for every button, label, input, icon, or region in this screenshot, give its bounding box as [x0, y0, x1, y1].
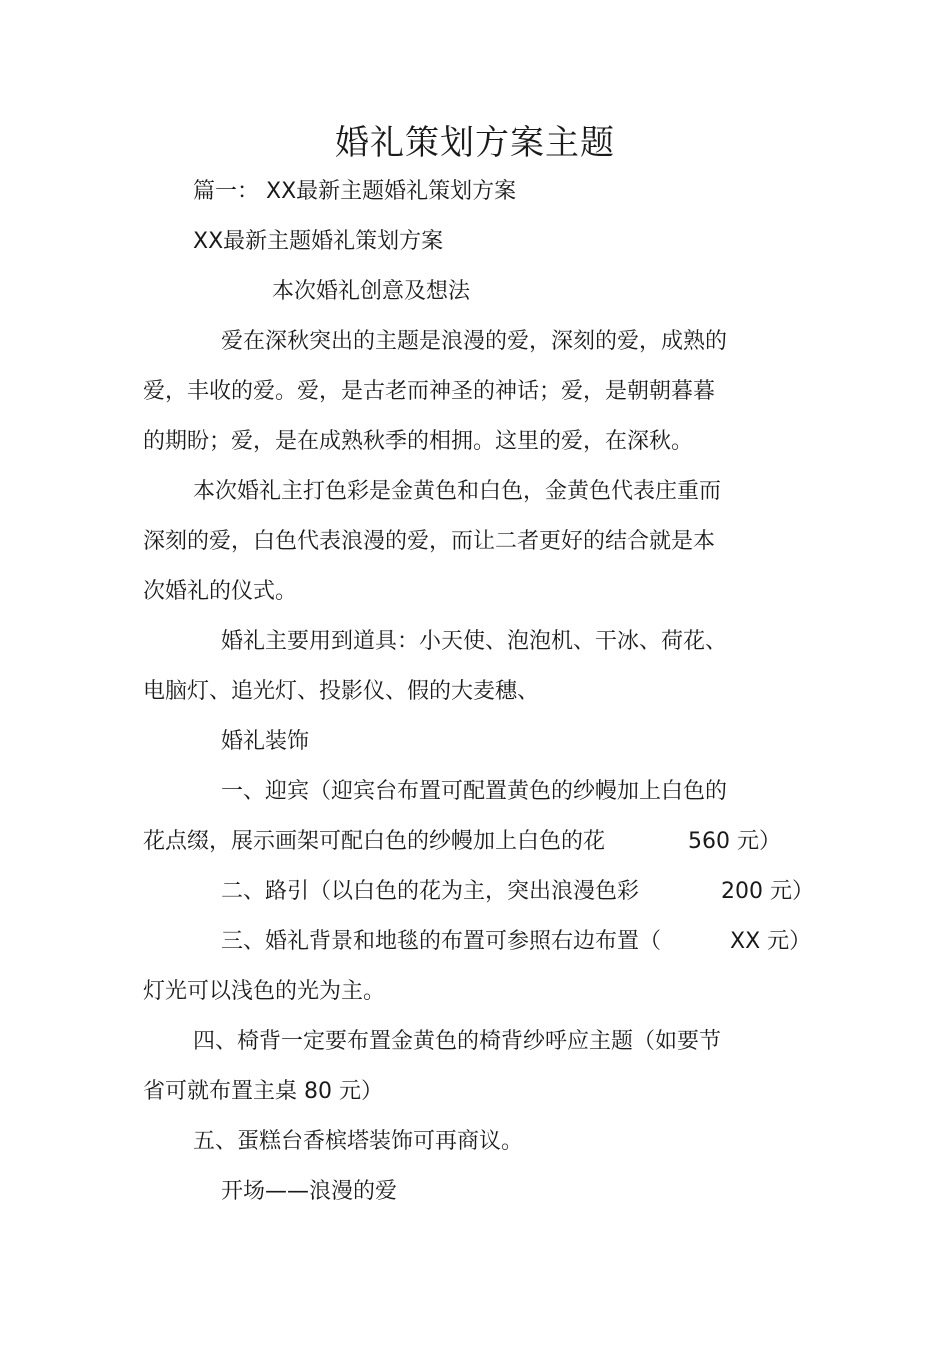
list-item-continued: 省可就布置主桌 80 元） — [143, 1079, 383, 1104]
paragraph-line: 本次婚礼主打色彩是金黄色和白色，金黄色代表庄重而 — [193, 479, 722, 504]
list-item: 四、椅背一定要布置金黄色的椅背纱呼应主题（如要节 — [193, 1029, 722, 1054]
price-amount: 560 元） — [688, 829, 781, 854]
price-amount: 200 元） — [721, 879, 814, 904]
paragraph-line: 次婚礼的仪式。 — [143, 579, 298, 604]
list-item: 五、蛋糕台香槟塔装饰可再商议。 — [193, 1129, 524, 1154]
list-item: 一、迎宾（迎宾台布置可配置黄色的纱幔加上白色的 — [221, 779, 728, 804]
list-item-continued: 花点缀，展示画架可配白色的纱幔加上白色的花 — [143, 829, 606, 854]
paragraph-line: 爱在深秋突出的主题是浪漫的爱，深刻的爱，成熟的 — [221, 329, 728, 354]
list-item: 二、路引（以白色的花为主，突出浪漫色彩 — [221, 879, 640, 904]
list-item: 三、婚礼背景和地毯的布置可参照右边布置（ — [221, 929, 662, 954]
list-item-continued: 灯光可以浅色的光为主。 — [143, 979, 386, 1004]
paragraph-line: 爱，丰收的爱。爱，是古老而神圣的神话；爱，是朝朝暮暮 — [143, 379, 716, 404]
paragraph-line: 婚礼主要用到道具：小天使、泡泡机、干冰、荷花、 — [221, 629, 728, 654]
paragraph-line: 的期盼；爱，是在成熟秋季的相拥。这里的爱，在深秋。 — [143, 429, 694, 454]
section-heading-opening: 开场——浪漫的爱 — [221, 1179, 398, 1204]
price-amount: XX 元） — [730, 929, 812, 954]
section-heading-decoration: 婚礼装饰 — [221, 729, 310, 754]
paragraph-line: 深刻的爱，白色代表浪漫的爱，而让二者更好的结合就是本 — [143, 529, 716, 554]
sub-heading: XX最新主题婚礼策划方案 — [193, 229, 444, 254]
document-title: 婚礼策划方案主题 — [335, 123, 615, 163]
section-heading-1: 篇一： XX最新主题婚礼策划方案 — [193, 179, 517, 204]
sub-title: 本次婚礼创意及想法 — [272, 279, 471, 304]
paragraph-line: 电脑灯、追光灯、投影仪、假的大麦穗、 — [143, 679, 540, 704]
